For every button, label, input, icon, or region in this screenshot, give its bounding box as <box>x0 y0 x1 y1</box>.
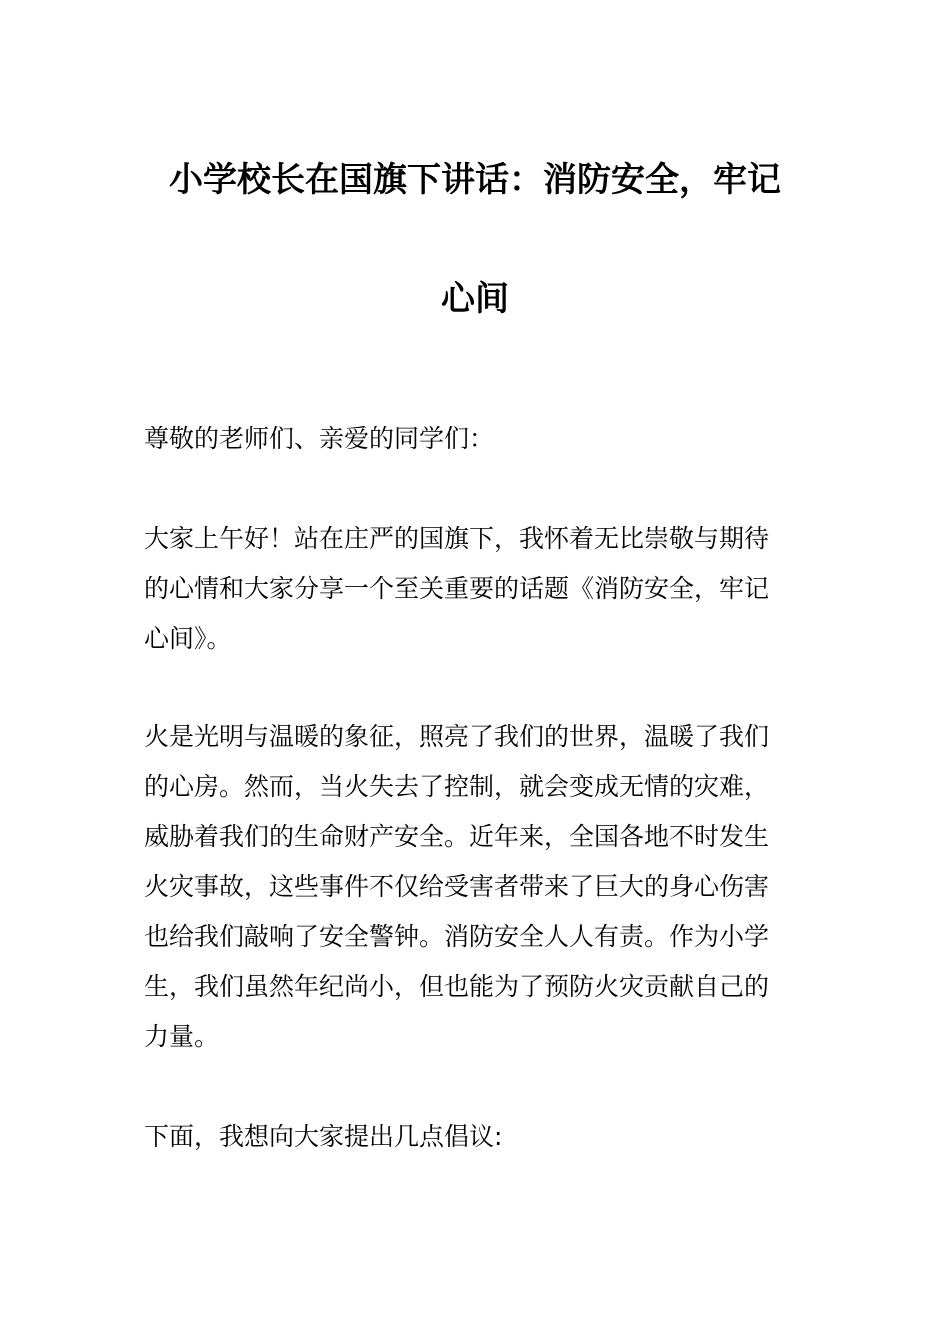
document-title-line-2: 心间 <box>441 279 509 319</box>
text-line: 火是光明与温暖的象征，照亮了我们的世界，温暖了我们 <box>144 722 770 751</box>
text-line: 的心房。然而，当火失去了控制，就会变成无情的灾难， <box>144 772 770 801</box>
text-line: 力量。 <box>144 1022 220 1051</box>
text-line: 的心情和大家分享一个至关重要的话题《消防安全，牢记 <box>144 574 770 603</box>
text-line: 心间》。 <box>144 624 232 653</box>
text-line: 下面，我想向大家提出几点倡议: <box>144 1122 503 1151</box>
document-title-line-1: 小学校长在国旗下讲话：消防安全，牢记 <box>169 160 781 200</box>
salutation-paragraph <box>144 414 809 464</box>
text-line: 威胁着我们的生命财产安全。近年来，全国各地不时发生 <box>144 822 770 851</box>
proposal-intro-paragraph <box>144 1112 809 1162</box>
text-line: 尊敬的老师们、亲爱的同学们： <box>144 424 495 453</box>
body-paragraph <box>144 712 809 1062</box>
text-line: 也给我们敲响了安全警钟。消防安全人人有责。作为小学 <box>144 922 770 951</box>
text-line: 大家上午好！站在庄严的国旗下，我怀着无比崇敬与期待 <box>144 524 770 553</box>
text-line: 火灾事故，这些事件不仅给受害者带来了巨大的身心伤害 <box>144 872 770 901</box>
text-line: 生，我们虽然年纪尚小，但也能为了预防火灾贡献自己的 <box>144 972 770 1001</box>
greeting-paragraph <box>144 514 809 664</box>
